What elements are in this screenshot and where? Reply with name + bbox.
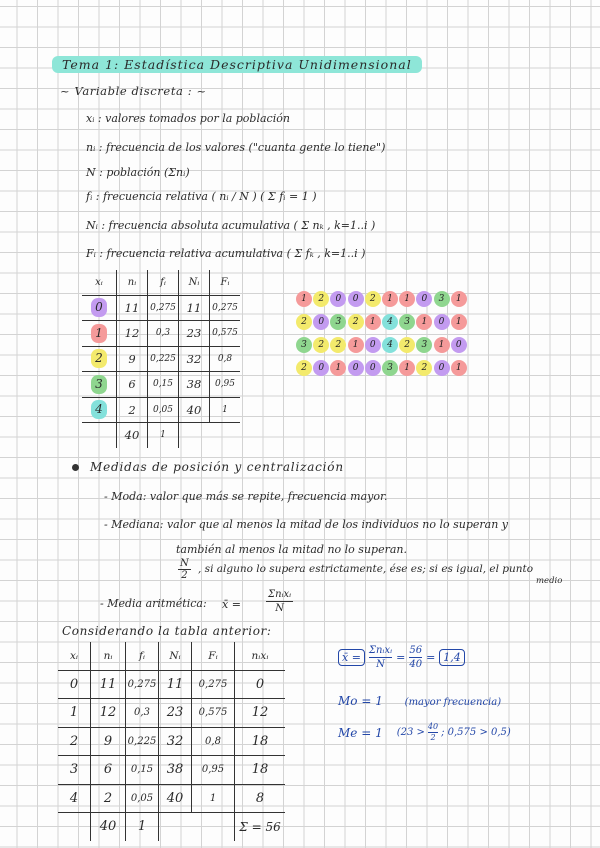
table1-cell: 11 (117, 295, 148, 321)
table2-cell: 0,8 (192, 727, 235, 756)
mean-value: 1,4 (439, 649, 465, 666)
mediana-label: - Mediana: (104, 518, 164, 531)
data-dot: 3 (330, 314, 346, 330)
data-dot: 2 (365, 291, 381, 307)
table1-cell: 11 (179, 295, 210, 321)
table1-cell: 9 (117, 346, 148, 372)
data-dot: 1 (296, 291, 312, 307)
data-dot: 3 (434, 291, 450, 307)
table1-cell: 1 (210, 397, 241, 423)
table2-header: Fᵢ (192, 642, 235, 670)
mean-num1: Σnᵢxᵢ (368, 645, 393, 656)
mediana-frac-den: 2 (181, 570, 188, 581)
table1-cell: 38 (179, 372, 210, 398)
table2-total: 40 (91, 813, 126, 841)
table1-cell: 1 (91, 324, 107, 343)
data-dot: 1 (382, 291, 398, 307)
table-row (82, 295, 240, 321)
table2-cell: 6 (91, 756, 126, 785)
table1-cell: 0,8 (210, 346, 241, 372)
table2-cell: 18 (235, 756, 286, 785)
dot-row (296, 356, 468, 379)
table-row (82, 372, 240, 398)
me-note-b: ; 0,575 > 0,5) (441, 727, 511, 738)
frequency-table (82, 270, 240, 448)
table1-cell: 0 (91, 298, 107, 317)
mediana-definition (104, 518, 508, 531)
table2-total: 1 (126, 813, 159, 841)
table2-cell: 12 (235, 699, 286, 728)
data-dot: 3 (399, 314, 415, 330)
table2-cell: 18 (235, 727, 286, 756)
table2-cell: 0,275 (126, 670, 159, 699)
data-dot: 2 (399, 337, 415, 353)
table1-cell: 0,575 (210, 321, 241, 347)
table2-cell: 0,225 (126, 727, 159, 756)
table2-header: fᵢ (126, 642, 159, 670)
data-dot: 0 (416, 291, 432, 307)
table2-cell: 3 (58, 756, 91, 785)
table2-cell: 0 (58, 670, 91, 699)
table1-cell: 2 (117, 397, 148, 423)
mean-den2: 40 (409, 659, 423, 670)
table1-cell: 4 (91, 400, 107, 419)
media-label: - Media aritmética: (100, 597, 207, 610)
mo-note: (mayor frecuencia) (404, 697, 502, 708)
media-formula-num: Σnᵢxᵢ (268, 589, 292, 600)
definition-xi: xᵢ : valores tomados por la población (86, 112, 290, 125)
mediana-line4: medio (536, 576, 563, 586)
table2-cell: 8 (235, 784, 286, 813)
section-heading: Medidas de posición y centralización (90, 460, 344, 474)
table1-cell: 0,275 (210, 295, 241, 321)
table2-cell: 9 (91, 727, 126, 756)
table2-cell: 4 (58, 784, 91, 813)
frequency-table-extended (58, 642, 285, 841)
data-dot: 0 (365, 337, 381, 353)
page-title: Tema 1: Estadística Descriptiva Unidimensional (52, 56, 422, 73)
table-row (58, 670, 285, 699)
mediana-line1: valor que al menos la mitad de los individuos no lo superan y (166, 518, 509, 531)
table2-cell: 0,3 (126, 699, 159, 728)
me-note-den: 2 (430, 733, 436, 742)
data-dot: 2 (416, 360, 432, 376)
data-dot: 3 (416, 337, 432, 353)
table2-cell: 23 (159, 699, 192, 728)
data-dot: 1 (451, 314, 467, 330)
mediana-result (338, 722, 511, 743)
data-dot: 0 (313, 314, 329, 330)
data-dot: 0 (434, 360, 450, 376)
media-definition (100, 597, 207, 610)
data-dot: 4 (382, 337, 398, 353)
media-formula-lhs: x̄ = (222, 598, 241, 611)
table1-cell: 0,3 (148, 321, 179, 347)
data-dot: 2 (348, 314, 364, 330)
table2-cell: 32 (159, 727, 192, 756)
media-formula-fraction (266, 588, 293, 615)
table1-cell: 0,275 (148, 295, 179, 321)
data-dot: 1 (451, 291, 467, 307)
table1-cell: 23 (179, 321, 210, 347)
data-dot: 0 (330, 291, 346, 307)
mediana-fraction (178, 558, 191, 581)
mean-lhs: x̄ = (338, 649, 365, 666)
table1-header: xᵢ (82, 270, 117, 295)
me-note-a: (23 > (396, 727, 425, 738)
table1-cell: 0,95 (210, 372, 241, 398)
data-dot: 0 (451, 337, 467, 353)
data-dot: 2 (313, 337, 329, 353)
table1-cell: 6 (117, 372, 148, 398)
table2-header: Nᵢ (159, 642, 192, 670)
bullet (72, 464, 79, 471)
table2-cell: 0,05 (126, 784, 159, 813)
mediana-frac-num: N (180, 558, 189, 569)
data-dot: 1 (330, 360, 346, 376)
data-dot: 2 (330, 337, 346, 353)
data-dot: 0 (348, 291, 364, 307)
table-row (82, 346, 240, 372)
table-row (58, 756, 285, 785)
table2-cell: 2 (58, 727, 91, 756)
table2-total: Σ = 56 (239, 819, 281, 834)
data-dot: 1 (399, 291, 415, 307)
table1-total: 40 (117, 423, 148, 448)
table2-header: xᵢ (58, 642, 91, 670)
data-dot: 1 (365, 314, 381, 330)
data-dot: 0 (348, 360, 364, 376)
definition-Ni: Nᵢ : frecuencia absoluta acumulativa ( Σ nₖ , k=1..i ) (86, 219, 376, 232)
table1-cell: 3 (91, 375, 107, 394)
table2-cell: 0,95 (192, 756, 235, 785)
table2-cell: 0,575 (192, 699, 235, 728)
equals-sign: = (426, 651, 436, 664)
table1-cell: 0,225 (148, 346, 179, 372)
table1-cell: 12 (117, 321, 148, 347)
equals-sign: = (396, 651, 406, 664)
table1-header: nᵢ (117, 270, 148, 295)
table1-cell: 40 (179, 397, 210, 423)
data-dot: 0 (365, 360, 381, 376)
table2-cell: 1 (58, 699, 91, 728)
dot-row (296, 310, 468, 333)
mediana-line3: , si alguno lo supera estrictamente, ése es; si es igual, el punto (198, 563, 534, 575)
media-formula-den: N (275, 603, 284, 614)
table1-cell: 32 (179, 346, 210, 372)
data-dot: 2 (313, 291, 329, 307)
moda-text: valor que más se repite, frecuencia mayor. (149, 490, 388, 503)
data-dot: 3 (382, 360, 398, 376)
table1-header: Fᵢ (210, 270, 241, 295)
me-fraction (428, 722, 438, 743)
table-row (82, 397, 240, 423)
dot-row (296, 287, 468, 310)
dot-row (296, 333, 468, 356)
table1-header: fᵢ (148, 270, 179, 295)
definition-Fi: Fᵢ : frecuencia relativa acumulativa ( Σ fₖ , k=1..i ) (86, 247, 366, 260)
definition-N: N : población (Σnᵢ) (86, 166, 190, 179)
me-value: Me = 1 (338, 725, 383, 740)
me-note-num: 40 (427, 722, 439, 731)
data-dot: 1 (451, 360, 467, 376)
table-row (58, 727, 285, 756)
data-dot: 0 (434, 314, 450, 330)
table2-cell: 11 (91, 670, 126, 699)
definition-ni: nᵢ : frecuencia de los valores ("cuanta gente lo tiene") (86, 141, 386, 154)
table2-cell: 1 (192, 784, 235, 813)
mean-den1: N (376, 659, 385, 670)
table1-cell: 0,15 (148, 372, 179, 398)
data-dot: 3 (296, 337, 312, 353)
table-row (58, 784, 285, 813)
table1-cell: 0,05 (148, 397, 179, 423)
data-dot: 1 (416, 314, 432, 330)
section-subtitle: ~ Variable discreta : ~ (60, 84, 207, 98)
table2-cell: 2 (91, 784, 126, 813)
data-dot: 1 (348, 337, 364, 353)
mean-result (338, 644, 465, 671)
mediana-line2: también al menos la mitad no lo superan. (176, 543, 407, 556)
data-dot: 2 (296, 314, 312, 330)
mean-fraction-1 (369, 644, 392, 671)
table-row (82, 321, 240, 347)
mean-fraction-2 (409, 644, 422, 671)
table1-header: Nᵢ (179, 270, 210, 295)
data-dot: 1 (434, 337, 450, 353)
table2-cell: 0 (235, 670, 286, 699)
table2-header: nᵢxᵢ (235, 642, 286, 670)
data-dot: 4 (382, 314, 398, 330)
considering-text: Considerando la tabla anterior: (62, 624, 272, 638)
data-dot: 2 (296, 360, 312, 376)
table2-cell: 40 (159, 784, 192, 813)
table2-cell: 11 (159, 670, 192, 699)
table2-cell: 0,275 (192, 670, 235, 699)
data-dot: 0 (313, 360, 329, 376)
table-row (58, 699, 285, 728)
table1-cell: 2 (91, 349, 107, 368)
raw-data-dots (296, 287, 468, 379)
mo-value: Mo = 1 (338, 694, 383, 708)
moda-result (338, 694, 501, 708)
table2-cell: 38 (159, 756, 192, 785)
mean-num2: 56 (409, 645, 423, 656)
definition-fi: fᵢ : frecuencia relativa ( nᵢ / N ) ( Σ fᵢ = 1 ) (86, 190, 317, 203)
data-dot: 1 (399, 360, 415, 376)
table2-cell: 12 (91, 699, 126, 728)
table1-total: 1 (148, 423, 179, 448)
moda-label: - Moda: (104, 490, 147, 503)
moda-definition (104, 490, 388, 503)
table2-header: nᵢ (91, 642, 126, 670)
table2-cell: 0,15 (126, 756, 159, 785)
